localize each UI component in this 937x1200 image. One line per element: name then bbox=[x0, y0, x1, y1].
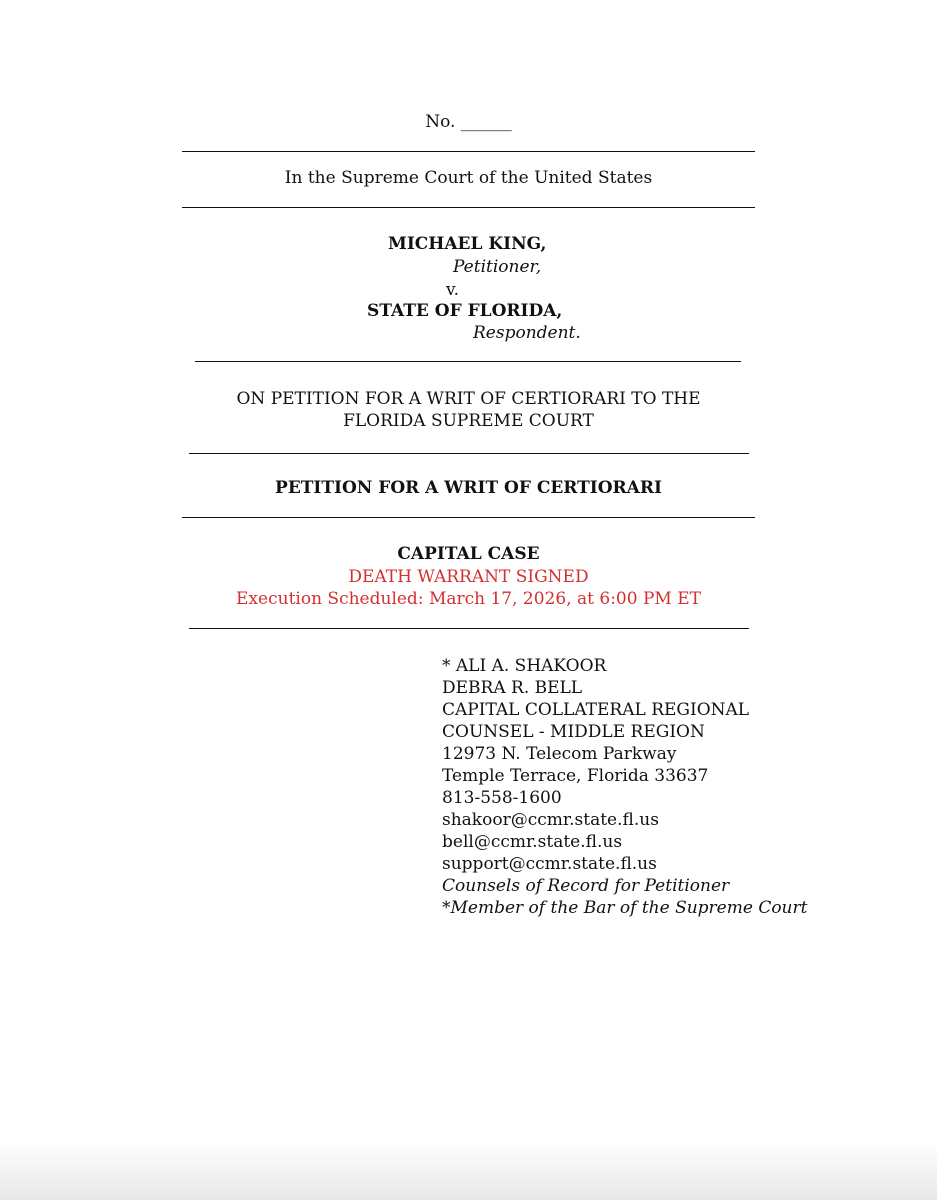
versus: v. bbox=[446, 280, 459, 300]
divider-6 bbox=[189, 628, 749, 629]
divider-5 bbox=[182, 517, 755, 518]
counsel-line: support@ccmr.state.fl.us bbox=[442, 854, 657, 874]
counsel-block bbox=[442, 655, 807, 919]
petition-line-2: FLORIDA SUPREME COURT bbox=[343, 411, 594, 431]
death-warrant-notice: DEATH WARRANT SIGNED bbox=[348, 567, 589, 587]
counsel-line: bell@ccmr.state.fl.us bbox=[442, 832, 623, 852]
docket-number: No. ______ bbox=[425, 112, 512, 132]
page-bottom-shadow bbox=[0, 1140, 937, 1200]
counsel-line: shakoor@ccmr.state.fl.us bbox=[442, 810, 659, 830]
capital-case-label: CAPITAL CASE bbox=[397, 544, 540, 564]
divider-1 bbox=[182, 151, 755, 152]
counsel-of-record-note: Counsels of Record for Petitioner bbox=[442, 876, 730, 896]
counsel-line: 813-558-1600 bbox=[442, 788, 562, 808]
counsel-line: DEBRA R. BELL bbox=[442, 678, 583, 698]
respondent-name: STATE OF FLORIDA, bbox=[367, 301, 563, 321]
petition-line-1: ON PETITION FOR A WRIT OF CERTIORARI TO THE bbox=[236, 389, 701, 409]
divider-3 bbox=[195, 361, 741, 362]
counsel-line: COUNSEL - MIDDLE REGION bbox=[442, 722, 705, 742]
respondent-role: Respondent. bbox=[473, 323, 581, 343]
petitioner-role: Petitioner, bbox=[453, 257, 542, 277]
petitioner-name: MICHAEL KING, bbox=[388, 234, 547, 254]
counsel-line: 12973 N. Telecom Parkway bbox=[442, 744, 677, 764]
divider-2 bbox=[182, 207, 755, 208]
execution-date-notice: Execution Scheduled: March 17, 2026, at 6:00 PM ET bbox=[236, 589, 701, 609]
counsel-line: Temple Terrace, Florida 33637 bbox=[442, 766, 709, 786]
counsel-line: * ALI A. SHAKOOR bbox=[442, 656, 607, 676]
counsel-line: CAPITAL COLLATERAL REGIONAL bbox=[442, 700, 750, 720]
divider-4 bbox=[189, 453, 749, 454]
bar-member-note: *Member of the Bar of the Supreme Court bbox=[442, 898, 808, 918]
court-name: In the Supreme Court of the United States bbox=[284, 168, 653, 188]
document-title: PETITION FOR A WRIT OF CERTIORARI bbox=[275, 478, 662, 498]
